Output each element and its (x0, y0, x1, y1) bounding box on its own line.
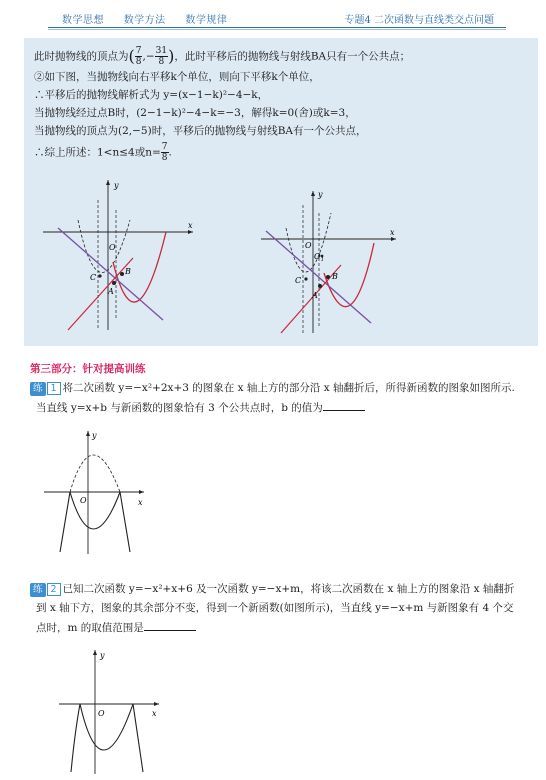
question-1-line-1 (30, 381, 515, 396)
header-tag: 数学思想 (62, 15, 104, 26)
curve-flipped (80, 704, 133, 750)
x-axis-arrow (139, 490, 144, 494)
question-2-line-2: 到 x 轴下方，图象的其余部分不变，得到一个新函数(如图所示)，当直线 y=−x+m 与新图象有 4 个交 (36, 602, 514, 614)
fraction: $\frac{7}{8}$ (161, 142, 168, 163)
question-2-graph (55, 646, 175, 776)
solution-text: ∴综上所述：1<n≤4或n= (34, 146, 161, 159)
point-label-b: B (332, 272, 338, 281)
curve-right-branch (120, 492, 130, 552)
point-a (318, 284, 322, 288)
question-number: 2 (47, 583, 61, 596)
solution-line-6 (34, 142, 172, 163)
curve-left-branch (71, 704, 80, 772)
y-axis-arrow (86, 431, 90, 436)
solution-line-5: 当抛物线的顶点为(2,−5)时，平移后的抛物线与射线BA有一个公共点， (34, 125, 367, 137)
solution-text: ，此时平移后的抛物线与射线BA只有一个公共点； (174, 50, 411, 63)
point-b (326, 275, 330, 279)
question-text: 已知二次函数 y=−x²+x+6 及一次函数 y=−x+m，将该二次函数在 x 轴上方的图象沿 x 轴翻折 (62, 583, 515, 595)
question-2-line-3 (36, 620, 196, 635)
header-tags (62, 11, 243, 26)
point-label-a: A (108, 287, 114, 296)
fraction: $\frac{7}{8}$ (135, 46, 142, 67)
axis-label-y: y (92, 431, 97, 440)
fraction: $\frac{31}{8}$ (155, 46, 168, 67)
axis-label-x: x (138, 498, 143, 507)
y-axis-arrow (106, 180, 110, 185)
header-rule-thin (48, 29, 506, 30)
point-label-a: A (312, 291, 318, 300)
axis-label-y: y (100, 651, 105, 660)
solution-line-4: 当抛物线经过点B时，(2−1−k)²−4−k=−3，解得k=0(舍)或k=3， (34, 107, 356, 119)
solution-line-1: 此时抛物线的顶点为( $\frac{7}{8}$ ,− $\frac{31}{8}$ )，此时平移后的抛物线与射线BA只有一个公共点； (34, 46, 411, 67)
solution-line-2: ②如下图，当抛物线向右平移k个单位，则向下平移k个单位， (34, 71, 320, 83)
origin-label: O (305, 241, 312, 250)
axis-label-x: x (188, 221, 193, 230)
point-label-b: B (125, 267, 131, 276)
axis-label-y: y (318, 190, 323, 199)
header-tag: 数学规律 (185, 15, 228, 26)
header-title: 专题4 二次函数与直线类交点问题 (344, 15, 494, 26)
y-axis-arrow (93, 650, 97, 655)
ray-ba (58, 228, 163, 320)
point-b (120, 272, 124, 276)
point-c (98, 274, 101, 277)
solution-line-3: ∴平移后的抛物线解析式为 y=(x−1−k)²−4−k， (34, 89, 269, 101)
red-line (68, 258, 133, 330)
x-axis-arrow (154, 702, 159, 706)
curve-flipped (70, 492, 120, 529)
point-label-o1: $O_1$ (314, 252, 325, 263)
x-axis-arrow (188, 230, 193, 234)
question-text: 点时，m 的取值范围是 (36, 622, 144, 634)
question-text: 将二次函数 y=−x²+2x+3 的图象在 x 轴上方的部分沿 x 轴翻折后，所得新函数的图象如图所示. (62, 382, 515, 394)
x-axis-arrow (391, 237, 396, 241)
solution-graph-2 (256, 183, 416, 343)
question-number: 1 (47, 382, 61, 395)
question-1-graph (40, 426, 150, 556)
practice-badge: 练 (30, 583, 46, 597)
header-tag: 数学方法 (123, 15, 166, 26)
question-text: 当直线 y=x+b 与新函数的图象恰有 3 个公共点时，b 的值为 (36, 402, 323, 414)
axis-label-y: y (114, 181, 119, 190)
practice-badge: 练 (30, 382, 46, 396)
section-title: 第三部分：针对提高训练 (30, 363, 146, 375)
axis-label-x: x (152, 709, 157, 718)
dashed-arch (70, 455, 120, 492)
origin-label: O (80, 496, 87, 505)
solution-graph-1 (38, 170, 208, 340)
point-label-c: C (295, 276, 302, 285)
ray-ba (266, 231, 371, 323)
origin-label: O (109, 243, 116, 252)
y-axis-arrow (311, 191, 315, 196)
header-rule (48, 27, 506, 28)
curve-left-branch (60, 492, 70, 552)
solution-text: . (168, 146, 172, 159)
point-c (304, 277, 307, 280)
question-2-line-1 (30, 582, 514, 597)
axis-label-x: x (390, 228, 395, 237)
curve-right-branch (133, 704, 143, 772)
question-1-line-2 (36, 400, 365, 415)
solution-text: 此时抛物线的顶点为 (34, 50, 129, 63)
answer-blank[interactable] (144, 620, 196, 631)
point-label-c: C (90, 273, 97, 282)
origin-label: O (98, 709, 105, 718)
dashed-parabola (78, 220, 130, 273)
answer-blank[interactable] (323, 400, 365, 411)
point-a (112, 281, 116, 285)
page-header (0, 0, 546, 30)
red-parabola (113, 232, 166, 302)
